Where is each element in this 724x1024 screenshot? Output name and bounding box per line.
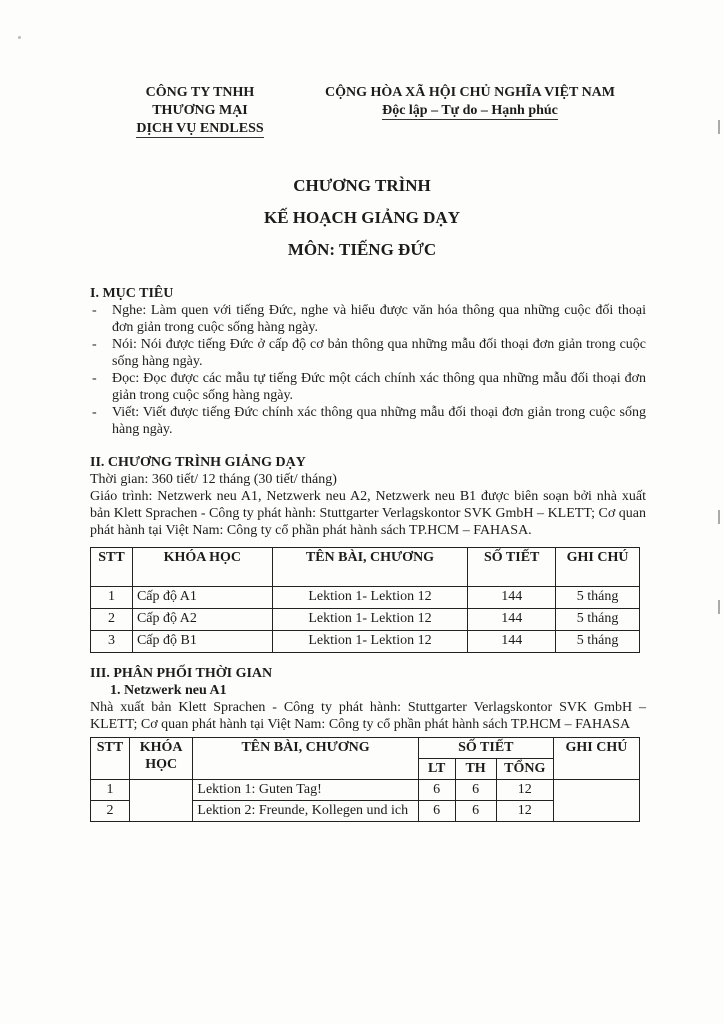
cell-course: Cấp độ B1 xyxy=(132,631,272,653)
cell-periods: 144 xyxy=(468,631,556,653)
section-title: I. MỤC TIÊU xyxy=(90,286,174,301)
table-header-row xyxy=(91,548,640,587)
distribution-table xyxy=(90,737,640,822)
cell-lesson: Lektion 1- Lektion 12 xyxy=(272,631,468,653)
company-name-line-1: CÔNG TY TNHH xyxy=(145,85,255,100)
header-cell: GHI CHÚ xyxy=(556,548,640,587)
cell-stt: 2 xyxy=(91,609,133,631)
cell-total: 12 xyxy=(496,801,553,822)
header-cell: STT xyxy=(91,548,133,587)
objectives-list xyxy=(90,302,646,438)
header-cell: LT xyxy=(418,759,455,780)
header-cell: KHÓA HỌC xyxy=(129,738,193,780)
scan-mark xyxy=(718,120,720,134)
objective-item: - Đọc: Đọc được các mẫu tự tiếng Đức một cách chính xác thông qua những mẫu đối thoại đơn giản trong cuộc sống hàng ngày. xyxy=(90,370,646,404)
cell-course xyxy=(129,780,193,822)
table-row xyxy=(91,780,640,801)
header-cell: KHÓA HỌC xyxy=(132,548,272,587)
header-cell: SỐ TIẾT xyxy=(418,738,553,759)
header-cell: STT xyxy=(91,738,130,780)
cell-course: Cấp độ A2 xyxy=(132,609,272,631)
objective-item: - Nghe: Làm quen với tiếng Đức, nghe và hiểu được văn hóa thông qua những cuộc đối thoại đơn giản trong cuộc sống hàng ngày. xyxy=(90,302,646,336)
nation-name: CỘNG HÒA XÃ HỘI CHỦ NGHĨA VIỆT NAM xyxy=(324,85,615,100)
objective-item: - Viết: Viết được tiếng Đức chính xác thông qua những mẫu đối thoại đơn giản trong cuộc sống hàng ngày. xyxy=(90,404,646,438)
section-time-distribution xyxy=(90,665,646,822)
header-cell: TÊN BÀI, CHƯƠNG xyxy=(193,738,418,780)
cell-note: 5 tháng xyxy=(556,631,640,653)
cell-lesson: Lektion 1: Guten Tag! xyxy=(193,780,418,801)
section-objectives xyxy=(90,285,646,438)
cell-lesson: Lektion 1- Lektion 12 xyxy=(272,587,468,609)
objective-item: - Nói: Nói được tiếng Đức ở cấp độ cơ bản thông qua những mẫu đối thoại đơn giản trong cuộc sống hàng ngày. xyxy=(90,336,646,370)
scan-speck xyxy=(18,36,21,39)
cell-periods: 144 xyxy=(468,609,556,631)
section-title: II. CHƯƠNG TRÌNH GIẢNG DẠY xyxy=(90,455,306,470)
cell-note: 5 tháng xyxy=(556,609,640,631)
company-name-line-3: DỊCH VỤ ENDLESS xyxy=(136,121,264,136)
national-motto: Độc lập – Tự do – Hạnh phúc xyxy=(382,103,558,118)
header-cell: TỔNG xyxy=(496,759,553,780)
cell-stt: 3 xyxy=(91,631,133,653)
cell-lt: 6 xyxy=(418,801,455,822)
subsection-title: 1. Netzwerk neu A1 xyxy=(110,683,227,698)
header-cell: GHI CHÚ xyxy=(553,738,639,780)
table-row xyxy=(91,631,640,653)
scan-mark xyxy=(718,510,720,524)
cell-lt: 6 xyxy=(418,780,455,801)
cell-th: 6 xyxy=(455,801,496,822)
document-body xyxy=(90,285,646,822)
cell-stt: 1 xyxy=(91,780,130,801)
header-cell: SỐ TIẾT xyxy=(468,548,556,587)
table-row xyxy=(91,609,640,631)
cell-th: 6 xyxy=(455,780,496,801)
cell-stt: 1 xyxy=(91,587,133,609)
scan-mark xyxy=(718,600,720,614)
cell-lesson: Lektion 2: Freunde, Kollegen und ich xyxy=(193,801,418,822)
title-line-3: MÔN: TIẾNG ĐỨC xyxy=(287,240,437,259)
program-duration: Thời gian: 360 tiết/ 12 tháng (30 tiết/ tháng) xyxy=(90,472,337,487)
section-title: III. PHÂN PHỐI THỜI GIAN xyxy=(90,666,273,681)
cell-total: 12 xyxy=(496,780,553,801)
table-row xyxy=(91,587,640,609)
publisher-info: Nhà xuất bản Klett Sprachen - Công ty phát hành: Stuttgarter Verlagskontor SVK GmbH – KLETT; Cơ quan phát hành tại Việt Nam: Công ty cổ phần phát hành sách TP.HCM – FAHASA xyxy=(90,700,646,732)
national-header xyxy=(300,84,640,120)
program-textbook: Giáo trình: Netzwerk neu A1, Netzwerk neu A2, Netzwerk neu B1 được biên soạn bởi nhà xuất bản Klett Sprachen - Công ty phát hành: Stuttgarter Verlagskontor SVK GmbH – KLETT; Cơ quan phát hành tại Việt Nam: Công ty cổ phần phát hành sách TP.HCM – FAHASA. xyxy=(90,489,646,538)
cell-stt: 2 xyxy=(91,801,130,822)
header-cell: TH xyxy=(455,759,496,780)
table-header-row xyxy=(91,738,640,759)
section-program xyxy=(90,454,646,653)
cell-lesson: Lektion 1- Lektion 12 xyxy=(272,609,468,631)
cell-periods: 144 xyxy=(468,587,556,609)
company-header xyxy=(120,84,280,138)
program-table xyxy=(90,547,640,653)
cell-course: Cấp độ A1 xyxy=(132,587,272,609)
company-name-line-2: THƯƠNG MẠI xyxy=(152,103,248,118)
title-line-1: CHƯƠNG TRÌNH xyxy=(293,176,431,195)
cell-note xyxy=(553,780,639,822)
document-title xyxy=(0,175,724,271)
cell-note: 5 tháng xyxy=(556,587,640,609)
title-line-2: KẾ HOẠCH GIẢNG DẠY xyxy=(264,208,460,227)
header-cell: TÊN BÀI, CHƯƠNG xyxy=(272,548,468,587)
